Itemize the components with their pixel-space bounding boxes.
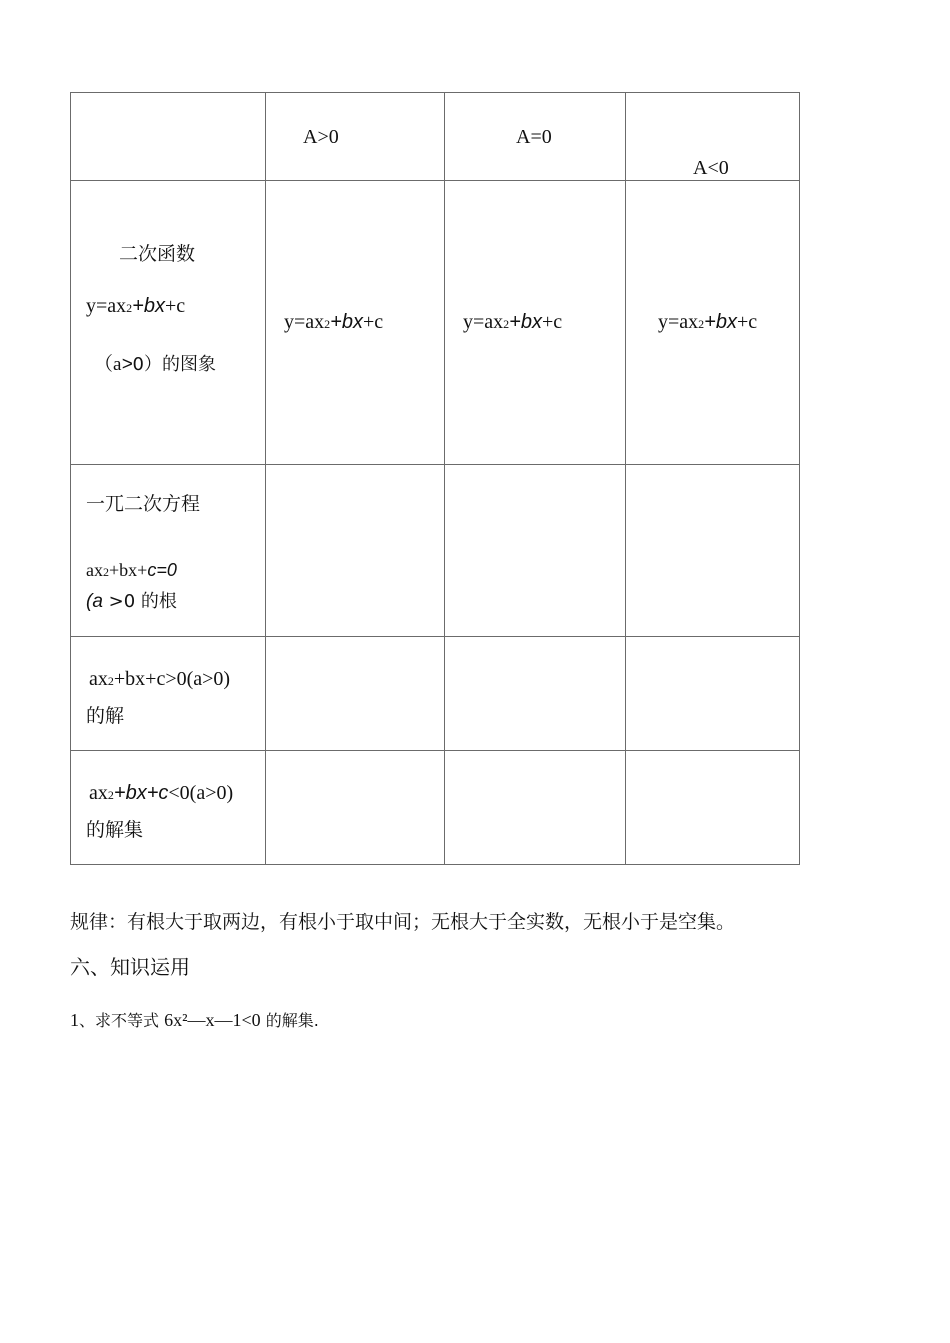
graph-label-line2: y=ax2+bx+c [86,295,186,317]
inequality-gt-label-cell [71,637,266,751]
equation-row [71,465,800,637]
inequality-lt-label-line1: ax2+bx+c<0(a>0) [89,782,234,804]
inequality-lt-cell-a-negative [626,751,800,865]
inequality-lt-cell-a-positive [266,751,445,865]
equation-label-line1: 一兀二次方程 [86,493,201,515]
inequality-gt-row [71,637,800,751]
graph-label-line1: 二次函数 [119,243,196,265]
equation-label-line3: (a >0 的根 [86,591,177,612]
equation-cell-a-negative [626,465,800,637]
graph-label-line3: （a>0）的图象 [94,354,216,375]
equation-label-line2: ax2+bx+c=0 [86,560,177,580]
header-text: A<0 [693,157,729,179]
inequality-lt-label-cell [71,751,266,865]
inequality-gt-cell-a-zero [445,637,626,751]
equation-cell-a-zero [445,465,626,637]
graph-cell-a-negative [626,181,800,465]
question-expression: 6x²—x—1<0 [164,1010,261,1030]
header-cell-a-negative [626,93,800,181]
inequality-lt-label-line2: 的解集 [86,819,144,841]
header-text: A=0 [516,126,552,148]
question-number: 1 [70,1010,79,1030]
inequality-gt-label-line2: 的解 [86,705,125,727]
graph-cell-a-zero [445,181,626,465]
graph-formula: y=ax2+bx+c [463,311,563,333]
header-text: A>0 [303,126,339,148]
inequality-gt-cell-a-negative [626,637,800,751]
graph-row [71,181,800,465]
inequality-gt-cell-a-positive [266,637,445,751]
section-heading: 六、知识运用 [70,955,190,979]
inequality-lt-cell-a-zero [445,751,626,865]
header-cell-a-positive [266,93,445,181]
graph-label-cell [71,181,266,465]
rule-paragraph: 规律：有根大于取两边，有根小于取中间；无根大于全实数，无根小于是空集。 [70,911,736,933]
header-empty-cell [71,93,266,181]
inequality-lt-row [71,751,800,865]
graph-formula: y=ax2+bx+c [284,311,384,333]
header-row [71,93,800,181]
equation-label-cell [71,465,266,637]
graph-cell-a-positive [266,181,445,465]
graph-formula: y=ax2+bx+c [658,311,758,333]
question-1: 1、求不等式 6x²—x—1<0 的解集. [70,1010,319,1030]
header-cell-a-zero [445,93,626,181]
comparison-table [70,92,800,865]
equation-cell-a-positive [266,465,445,637]
inequality-gt-label-line1: ax2+bx+c>0(a>0) [89,668,231,690]
